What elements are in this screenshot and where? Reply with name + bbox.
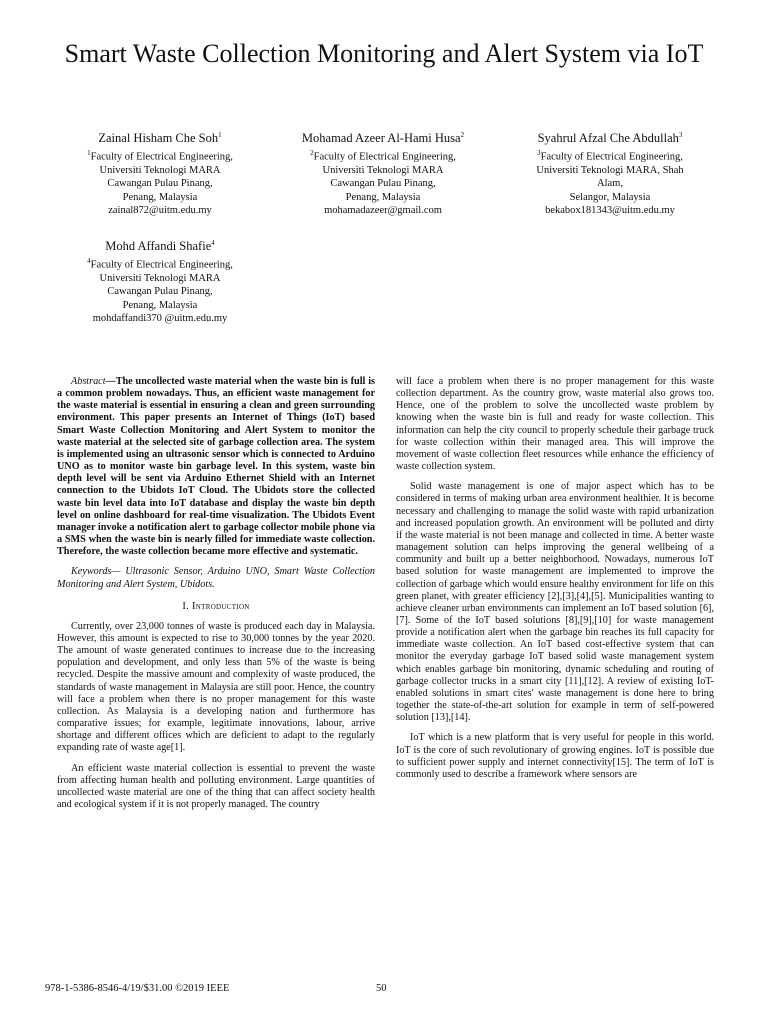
author-block-1: [45, 127, 275, 218]
author-email: bekabox181343@uitm.edu.my: [545, 205, 675, 217]
paragraph: Solid waste management is one of major aspect which has to be considered in terms of making urban area environment healthier. It is become necessary and challenging to manage the solid waste with rapid urbanization and increased population growth. An environment will be polluted and dirty if the waste material is not been manage and collected in time. A better waste management solution can helps improving the general wellbeing of a community and built up a better neighborhood. Nowadays, numerous IoT based solution for waste management are implemented to improve the collection of garbage which would ensure healthy environment for life on this green planet, with greater efficiency [2],[3],[4],[5]. Municipalities wanting to achieve cleaner urban environments can implement an IoT based solution [6],[7]. Some of the IoT based solutions [8],[9],[10] for waste management provide a notification alert when the garbage bin reaches its full capacity for immediate waste collection. An IoT based cost-effective system that can monitor the everyday garbage IoT based solid waste management system which enables garbage bin monitoring, dynamic scheduling and routing of garbage collector trucks in a smart city [11],[12]. A review of existing IoT-enabled solutions in smart cites' waste management is done here to bring together the state-of-the-art solution for example in term of self-powered solution [13],[14].: [396, 481, 714, 724]
author-name: Zainal Hisham Che Soh$^1$: [98, 131, 222, 146]
keywords: Keywords— Ultrasonic Sensor, Arduino UNO, Smart Waste Collection Monitoring and Alert System, Ubidots.: [57, 566, 375, 590]
copyright-footer: 978-1-5386-8546-4/19/$31.00 ©2019 IEEE: [45, 983, 230, 994]
section-heading-introduction: I. Introduction: [182, 600, 250, 612]
author-block-3: [495, 127, 725, 218]
abstract-label: Abstract: [71, 376, 106, 387]
author-location: Penang, Malaysia: [122, 191, 198, 203]
right-column: [396, 376, 714, 789]
paragraph-continued: will face a problem when there is no proper management for this waste collection department. As the country grow, waste material also grows too. Hence, one of the problem to solve the uncollected waste problem by knowing when the waste bin is full and ready for waste collection. This information can help the city council to properly schedule their garbage truck for waste collection within their managed area. This will improve the movement of waste collection fleet resources while enhance the efficiency of waste collection system.: [396, 376, 714, 473]
page-number: 50: [376, 983, 387, 994]
author-affiliation: $^3$Faculty of Electrical Engineering,: [537, 149, 683, 163]
author-location: Penang, Malaysia: [345, 191, 421, 203]
left-column: [57, 376, 375, 819]
paragraph: IoT which is a new platform that is very useful for people in this world. IoT is the core of such revolutionary of growing engines. IoT is possible due to sufficient power supply and internet connectivity[15]. The term of IoT is commonly used to describe a framework where sensors are: [396, 732, 714, 780]
author-name: Syahrul Afzal Che Abdullah$^3$: [537, 131, 683, 146]
author-location: Penang, Malaysia: [122, 299, 198, 311]
author-affiliation: $^1$Faculty of Electrical Engineering,: [87, 149, 233, 163]
author-email: mohamadazeer@gmail.com: [324, 205, 442, 217]
author-university: Universiti Teknologi MARA: [322, 165, 444, 177]
paragraph: An efficient waste material collection is essential to prevent the waste from affecting human health and polluting environment. Large quantities of uncollected waste material are one of the thing that can affect society health and ecological system if it is not properly managed. The country: [57, 762, 375, 810]
author-campus: Alam,: [597, 178, 623, 190]
paragraph: Currently, over 23,000 tonnes of waste is produced each day in Malaysia. However, this amount is expected to rise to 30,000 tonnes by the year 2020. The amount of waste generated continues to increase due to the increasing population and development, and only less than 5% of the waste is being recycled. Despite the massive amount and complexity of waste produced, the standards of waste management in Malaysia are still poor. Hence, the country will face a problem when there is no proper management for this waste collection. As Malaysia is a developing nation and furthermore has comparative issues; for example, legitimate innovations, labour, arrive shortage and different offices which are deficient to adapt to the regularly expanding rate of waste age[1].: [57, 620, 375, 754]
author-affiliation: $^2$Faculty of Electrical Engineering,: [310, 149, 456, 163]
author-block-2: [268, 127, 498, 218]
author-email: mohdaffandi370 @uitm.edu.my: [92, 313, 228, 325]
author-affiliation: $^4$Faculty of Electrical Engineering,: [87, 257, 233, 271]
author-email: zainal872@uitm.edu.my: [108, 205, 212, 217]
author-name: Mohamad Azeer Al-Hami Husa$^2$: [301, 131, 465, 146]
author-block-4: [45, 235, 275, 326]
author-university: Universiti Teknologi MARA: [99, 165, 221, 177]
author-campus: Cawangan Pulau Pinang,: [107, 178, 213, 190]
author-name: Mohd Affandi Shafie$^4$: [105, 239, 215, 254]
abstract-text: —The uncollected waste material when the waste bin is full is a common problem nowadays. Thus, an efficient waste management for the waste material is essential in ensuring a clean and green surrounding environment. This paper presents an Internet of Things (IoT) based Smart Waste Collection Monitoring and Alert System to monitor the waste material at the selected site of garbage collection area. The system is implemented using an ultrasonic sensor which is connected to Arduino UNO as to monitor waste bin garbage level. In this system, waste bin depth level will be sent via Arduino Ethernet Shield with an Internet connection to the Ubidots IoT Cloud. The Ubidots store the collected waste bin level data into IoT database and display the waste bin depth level on online dashboard for real-time visualization. The Ubidots Event manager invoke a notification alert to garbage collector mobile phone via a SMS when the waste bin is nearly filled for immediate waste collection. Therefore, the waste collection became more effective and systematic.: [57, 376, 375, 558]
author-campus: Cawangan Pulau Pinang,: [330, 178, 436, 190]
author-university: Universiti Teknologi MARA: [99, 273, 221, 285]
abstract: [57, 376, 375, 558]
author-location: Selangor, Malaysia: [569, 191, 651, 203]
author-campus: Cawangan Pulau Pinang,: [107, 286, 213, 298]
paper-title: Smart Waste Collection Monitoring and Alert System via IoT: [64, 39, 704, 68]
author-university: Universiti Teknologi MARA, Shah: [536, 165, 684, 177]
